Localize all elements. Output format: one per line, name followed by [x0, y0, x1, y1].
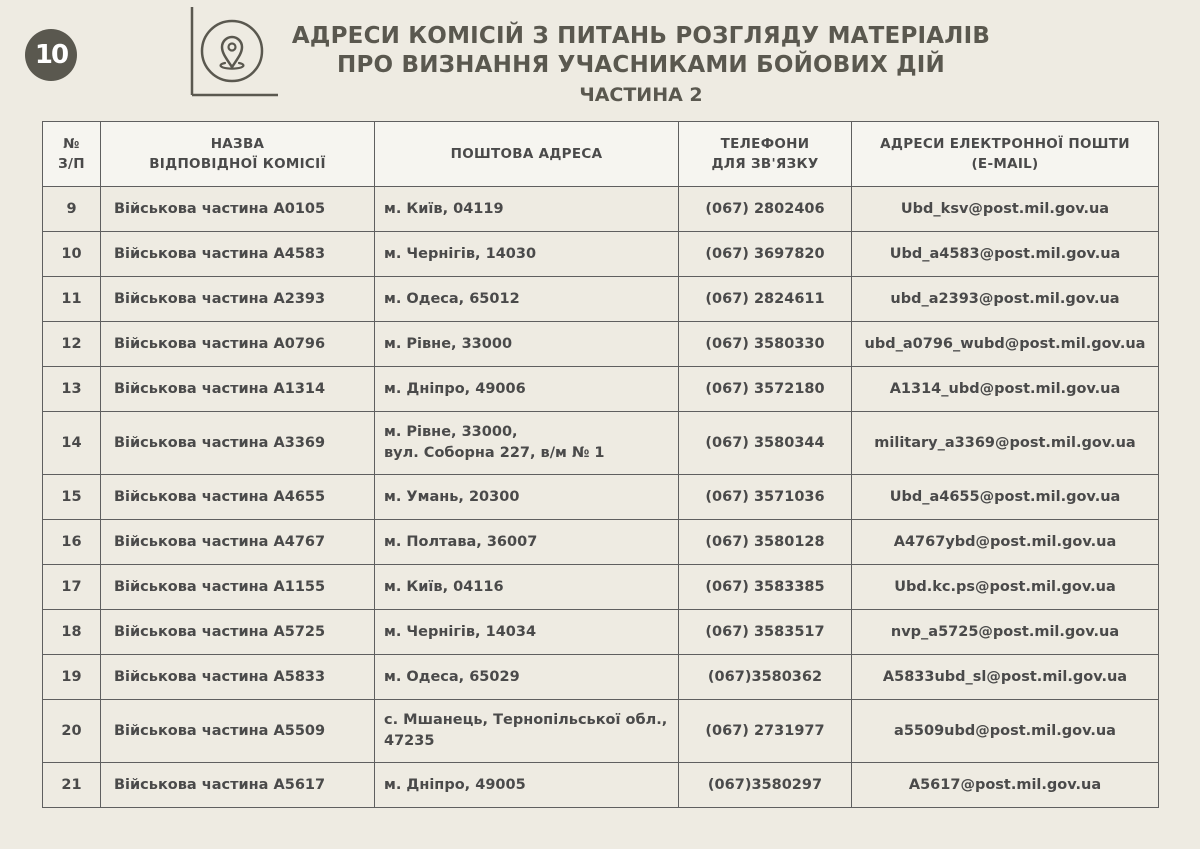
row-number: 17	[43, 565, 101, 610]
table-row	[43, 232, 1159, 277]
postal-address: м. Дніпро, 49006	[375, 367, 679, 412]
row-number: 20	[43, 700, 101, 763]
row-number: 13	[43, 367, 101, 412]
table-row	[43, 520, 1159, 565]
table-row	[43, 655, 1159, 700]
table-row	[43, 700, 1159, 763]
table-row	[43, 187, 1159, 232]
email-address: A5617@post.mil.gov.ua	[852, 763, 1159, 808]
phone-number: (067) 3583385	[679, 565, 852, 610]
postal-address-line1: с. Мшанець, Тернопільської обл.,	[384, 712, 668, 728]
postal-address: м. Дніпро, 49005	[375, 763, 679, 808]
row-number: 21	[43, 763, 101, 808]
table-row	[43, 367, 1159, 412]
postal-address: м. Чернігів, 14030	[375, 232, 679, 277]
email-address: Ubd_a4655@post.mil.gov.ua	[852, 475, 1159, 520]
email-address: ubd_a0796_wubd@post.mil.gov.ua	[852, 322, 1159, 367]
commissions-table	[42, 121, 1159, 808]
military-unit: Військова частина А4583	[101, 232, 375, 277]
row-number: 10	[43, 232, 101, 277]
row-number: 18	[43, 610, 101, 655]
postal-address-line2: вул. Соборна 227, в/м № 1	[384, 445, 605, 461]
table-header-row	[43, 122, 1159, 187]
phone-number: (067) 2802406	[679, 187, 852, 232]
phone-number: (067) 3572180	[679, 367, 852, 412]
email-address: Ubd_ksv@post.mil.gov.ua	[852, 187, 1159, 232]
phone-number: (067) 3583517	[679, 610, 852, 655]
table-row	[43, 475, 1159, 520]
header-email	[852, 122, 1159, 187]
phone-number: (067) 3580330	[679, 322, 852, 367]
military-unit: Військова частина А1314	[101, 367, 375, 412]
military-unit: Військова частина А5725	[101, 610, 375, 655]
row-number: 19	[43, 655, 101, 700]
header-phone-line2: ДЛЯ ЗВ'ЯЗКУ	[711, 156, 819, 172]
email-address: nvp_a5725@post.mil.gov.ua	[852, 610, 1159, 655]
row-number: 16	[43, 520, 101, 565]
email-address: A5833ubd_sl@post.mil.gov.ua	[852, 655, 1159, 700]
email-address: Ubd.kc.ps@post.mil.gov.ua	[852, 565, 1159, 610]
postal-address: м. Київ, 04119	[375, 187, 679, 232]
row-number: 9	[43, 187, 101, 232]
row-number: 15	[43, 475, 101, 520]
phone-number: (067) 3571036	[679, 475, 852, 520]
postal-address: м. Одеса, 65012	[375, 277, 679, 322]
postal-address: м. Умань, 20300	[375, 475, 679, 520]
header-address: ПОШТОВА АДРЕСА	[375, 122, 679, 187]
military-unit: Військова частина А3369	[101, 412, 375, 475]
phone-number: (067) 3580344	[679, 412, 852, 475]
postal-address: м. Київ, 04116	[375, 565, 679, 610]
phone-number: (067) 3580128	[679, 520, 852, 565]
header-name-line1: НАЗВА	[210, 136, 265, 152]
header-email-line2: (E-MAIL)	[971, 156, 1039, 172]
postal-address	[375, 700, 679, 763]
email-address: Ubd_a4583@post.mil.gov.ua	[852, 232, 1159, 277]
phone-number: (067) 2824611	[679, 277, 852, 322]
row-number: 12	[43, 322, 101, 367]
postal-address: м. Чернігів, 14034	[375, 610, 679, 655]
postal-address-line2: 47235	[384, 733, 435, 749]
phone-number: (067)3580297	[679, 763, 852, 808]
postal-address: м. Одеса, 65029	[375, 655, 679, 700]
header-phone	[679, 122, 852, 187]
table-row	[43, 277, 1159, 322]
postal-address: м. Рівне, 33000	[375, 322, 679, 367]
row-number: 14	[43, 412, 101, 475]
military-unit: Військова частина А5833	[101, 655, 375, 700]
email-address: military_a3369@post.mil.gov.ua	[852, 412, 1159, 475]
military-unit: Військова частина А4655	[101, 475, 375, 520]
header-num-line2: З/П	[58, 156, 85, 172]
email-address: ubd_a2393@post.mil.gov.ua	[852, 277, 1159, 322]
page-title	[285, 22, 997, 108]
header-num-line1: №	[63, 136, 80, 152]
email-address: A1314_ubd@post.mil.gov.ua	[852, 367, 1159, 412]
header-name	[101, 122, 375, 187]
location-pin-icon	[190, 7, 280, 97]
military-unit: Військова частина А5509	[101, 700, 375, 763]
military-unit: Військова частина А2393	[101, 277, 375, 322]
header-email-line1: АДРЕСИ ЕЛЕКТРОННОЇ ПОШТИ	[880, 136, 1130, 152]
email-address: A4767ybd@post.mil.gov.ua	[852, 520, 1159, 565]
table-row	[43, 322, 1159, 367]
phone-number: (067) 2731977	[679, 700, 852, 763]
phone-number: (067)3580362	[679, 655, 852, 700]
page-number-badge	[25, 29, 77, 81]
table-row	[43, 565, 1159, 610]
table-row	[43, 412, 1159, 475]
header-num	[43, 122, 101, 187]
page-number: 10	[34, 40, 68, 70]
postal-address-line1: м. Рівне, 33000,	[384, 424, 518, 440]
email-address: a5509ubd@post.mil.gov.ua	[852, 700, 1159, 763]
title-line-1: АДРЕСИ КОМІСІЙ З ПИТАНЬ РОЗГЛЯДУ МАТЕРІАЛІВ	[291, 23, 991, 49]
military-unit: Військова частина А4767	[101, 520, 375, 565]
postal-address	[375, 412, 679, 475]
header-name-line2: ВІДПОВІДНОЇ КОМІСІЇ	[149, 156, 326, 172]
table-row	[43, 610, 1159, 655]
military-unit: Військова частина А5617	[101, 763, 375, 808]
subtitle: ЧАСТИНА 2	[579, 84, 703, 106]
phone-number: (067) 3697820	[679, 232, 852, 277]
military-unit: Військова частина А1155	[101, 565, 375, 610]
header-phone-line1: ТЕЛЕФОНИ	[720, 136, 810, 152]
title-line-2: ПРО ВИЗНАННЯ УЧАСНИКАМИ БОЙОВИХ ДІЙ	[337, 52, 945, 78]
row-number: 11	[43, 277, 101, 322]
military-unit: Військова частина А0796	[101, 322, 375, 367]
table-row	[43, 763, 1159, 808]
military-unit: Військова частина А0105	[101, 187, 375, 232]
postal-address: м. Полтава, 36007	[375, 520, 679, 565]
